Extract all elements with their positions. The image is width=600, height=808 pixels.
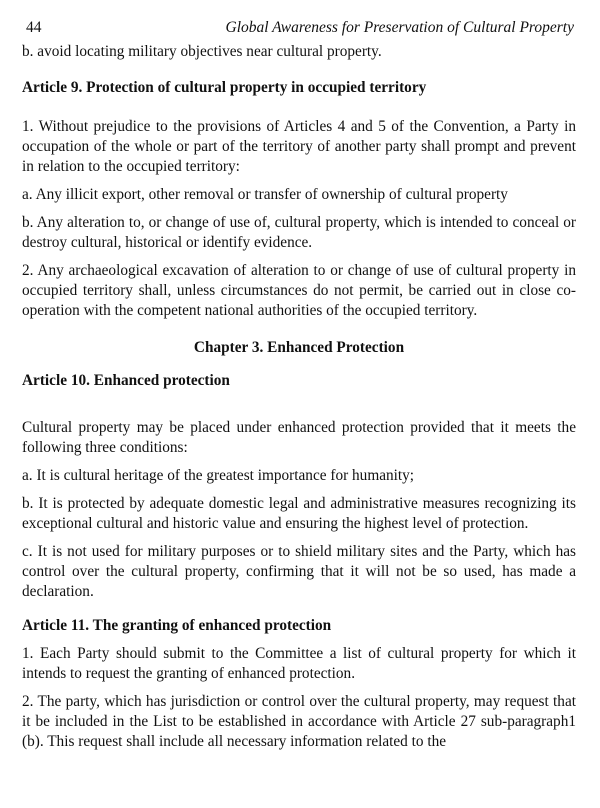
para-art10-c: c. It is not used for military purposes or to shield military sites and the Party, which has control over the cultural property, confirming that it will not be so used, has made a declaration.: [22, 543, 576, 600]
heading-article-10: Article 10. Enhanced protection: [22, 372, 230, 389]
para-art9-2: 2. Any archaeological excavation of alteration to or change of use of cultural property in occupied territory shall, unless circumstances do not permit, be carried out in close co-operation with the competent national authorities of the occupied territory.: [22, 262, 576, 319]
para-art10-a: a. It is cultural heritage of the greatest importance for humanity;: [22, 467, 415, 484]
para-art9-1: 1. Without prejudice to the provisions of Articles 4 and 5 of the Convention, a Party in occupation of the whole or part of the territory of another party shall prompt and prevent in relation to the occupied territory:: [22, 118, 576, 175]
para-art9-a: a. Any illicit export, other removal or transfer of ownership of cultural property: [22, 186, 508, 203]
running-title: Global Awareness for Preservation of Cultural Property: [225, 19, 574, 36]
heading-article-9: Article 9. Protection of cultural property in occupied territory: [22, 79, 427, 96]
page-body: [22, 42, 576, 752]
heading-article-11: Article 11. The granting of enhanced protection: [22, 617, 332, 634]
para-art10-b: b. It is protected by adequate domestic legal and administrative measures recognizing its exceptional cultural and historic value and ensuring the highest level of protection.: [22, 495, 576, 532]
page-number: 44: [26, 19, 42, 36]
page-header: [22, 0, 576, 36]
para-art8-b: b. avoid locating military objectives near cultural property.: [22, 43, 382, 60]
heading-chapter-3: Chapter 3. Enhanced Protection: [193, 339, 405, 356]
para-art11-2: 2. The party, which has jurisdiction or control over the cultural property, may request that it be included in the List to be established in accordance with Article 27 sub-paragraph1 (b). This request shall include all necessary information related to the: [22, 693, 576, 750]
para-art10-intro: Cultural property may be placed under enhanced protection provided that it meets the following three conditions:: [22, 419, 576, 456]
para-art9-b: b. Any alteration to, or change of use of, cultural property, which is intended to conceal or destroy cultural, historical or identify evidence.: [22, 214, 576, 251]
para-art11-1: 1. Each Party should submit to the Committee a list of cultural property for which it intends to request the granting of enhanced protection.: [22, 645, 576, 682]
